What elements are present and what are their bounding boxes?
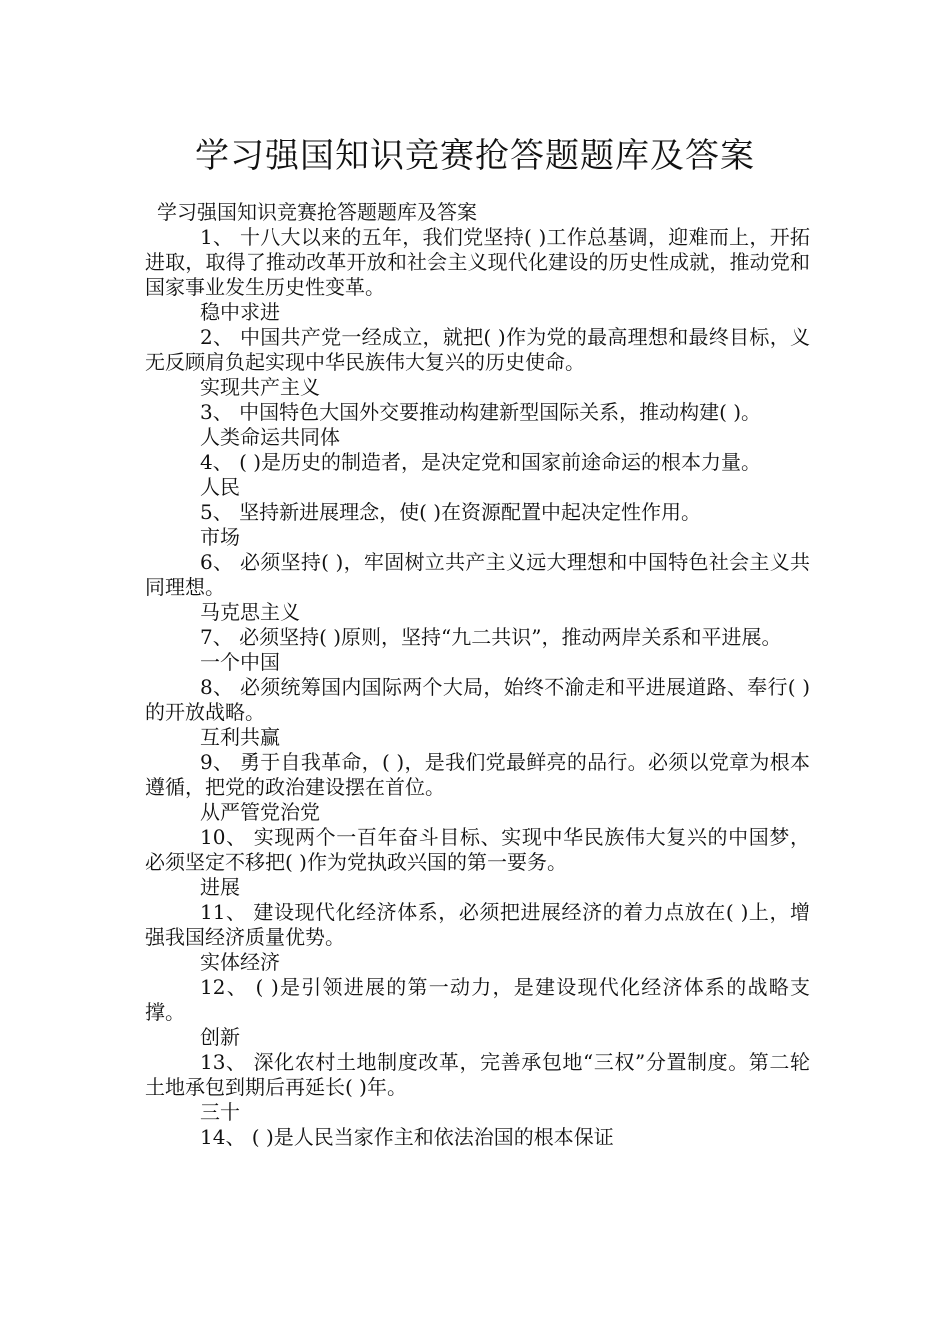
answer-text: 创新 (200, 1025, 240, 1049)
question-item: 12、 ( )是引领进展的第一动力，是建设现代化经济体系的战略支撑。 (145, 975, 810, 1024)
question-item: 13、 深化农村土地制度改革，完善承包地“三权”分置制度。第二轮土地承包到期后再延长( )年。 (145, 1050, 810, 1099)
question-item: 2、 中国共产党一经成立，就把( )作为党的最高理想和最终目标，义无反顾肩负起实现中华民族伟大复兴的历史使命。 (145, 325, 810, 374)
answer-text: 一个中国 (200, 650, 280, 674)
answer-text: 人民 (200, 475, 240, 499)
question-item: 6、 必须坚持( )，牢固树立共产主义远大理想和中国特色社会主义共同理想。 (145, 550, 810, 599)
answer-text: 实体经济 (200, 950, 280, 974)
answer-text: 三十 (200, 1100, 240, 1124)
document-subtitle: 学习强国知识竞赛抢答题题库及答案 (157, 200, 477, 224)
answer-text: 进展 (200, 875, 240, 899)
answer-text: 实现共产主义 (200, 375, 320, 399)
question-item: 11、 建设现代化经济体系，必须把进展经济的着力点放在( )上，增强我国经济质量优势。 (145, 900, 810, 949)
question-item: 10、 实现两个一百年奋斗目标、实现中华民族伟大复兴的中国梦，必须坚定不移把( )作为党执政兴国的第一要务。 (145, 825, 810, 874)
question-item: 9、 勇于自我革命，( )，是我们党最鲜亮的品行。必须以党章为根本遵循，把党的政治建设摆在首位。 (145, 750, 810, 799)
answer-text: 互利共赢 (200, 725, 280, 749)
question-item: 3、 中国特色大国外交要推动构建新型国际关系，推动构建( )。 (200, 400, 762, 424)
question-item: 8、 必须统筹国内国际两个大局，始终不渝走和平进展道路、奉行( )的开放战略。 (145, 675, 810, 724)
answer-text: 马克思主义 (200, 600, 300, 624)
answer-text: 从严管党治党 (200, 800, 320, 824)
answer-text: 稳中求进 (200, 300, 280, 324)
document-title: 学习强国知识竞赛抢答题题库及答案 (195, 136, 755, 176)
answer-text: 市场 (200, 525, 240, 549)
question-list (145, 225, 810, 1150)
answer-text: 人类命运共同体 (200, 425, 340, 449)
question-item: 7、 必须坚持( )原则，坚持“九二共识”，推动两岸关系和平进展。 (200, 625, 782, 649)
question-item: 4、 ( )是历史的制造者，是决定党和国家前途命运的根本力量。 (200, 450, 762, 474)
question-item: 1、 十八大以来的五年，我们党坚持( )工作总基调，迎难而上，开拓进取，取得了推动改革开放和社会主义现代化建设的历史性成就，推动党和国家事业发生历史性变革。 (145, 225, 810, 299)
question-item: 14、 ( )是人民当家作主和依法治国的根本保证 (200, 1125, 614, 1149)
question-item: 5、 坚持新进展理念，使( )在资源配置中起决定性作用。 (200, 500, 702, 524)
